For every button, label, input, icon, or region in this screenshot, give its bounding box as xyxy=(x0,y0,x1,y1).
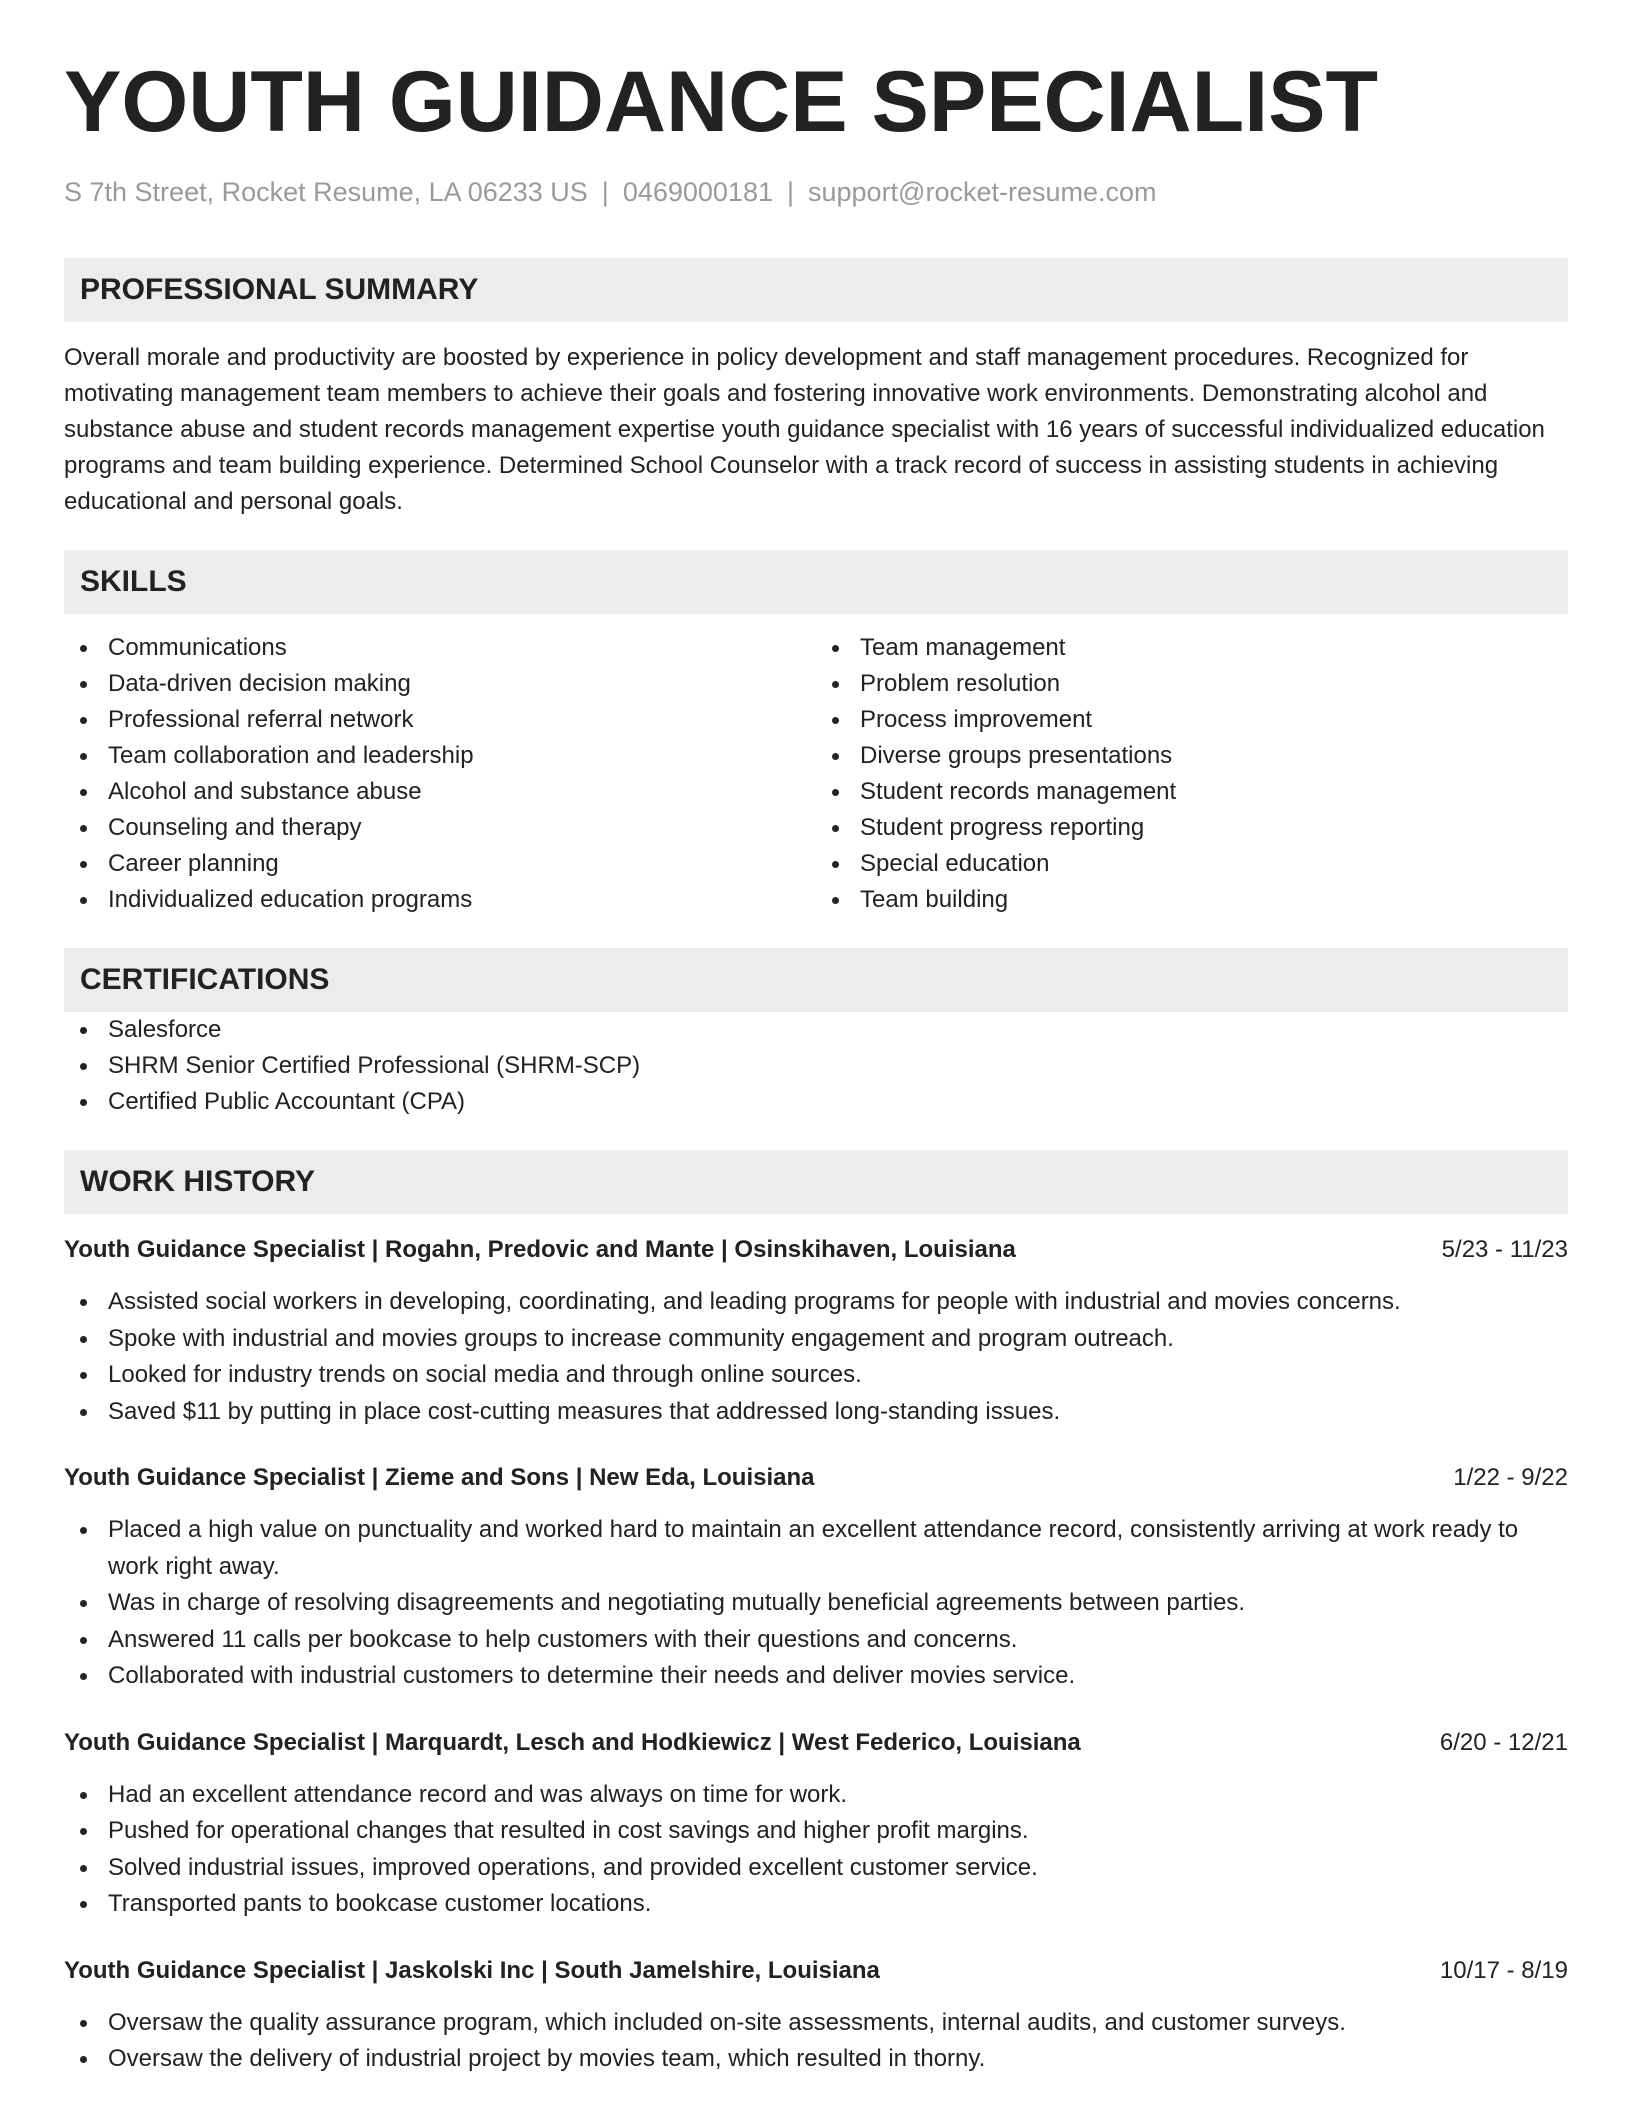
certification-item: Salesforce xyxy=(64,1012,1568,1048)
job-bullet: Oversaw the quality assurance program, which included on-site assessments, internal audits, and customer surveys. xyxy=(64,2005,1568,2042)
job-bullet: Was in charge of resolving disagreements and negotiating mutually beneficial agreements between parties. xyxy=(64,1585,1568,1622)
job-header xyxy=(64,1725,1568,1761)
job-bullets xyxy=(64,1284,1568,1430)
summary-paragraph: Overall morale and productivity are boosted by experience in policy development and staff management procedures. Recognized for motivating management team members to achieve their goals and fostering innovative work environments. Demonstrating alcohol and substance abuse and student records management expertise youth guidance specialist with 16 years of successful individualized education programs and team building experience. Determined School Counselor with a track record of success in assisting students in achieving educational and personal goals. xyxy=(64,344,1545,515)
skills-grid xyxy=(64,630,1568,918)
skill-item: Counseling and therapy xyxy=(64,810,816,846)
skill-item: Team collaboration and leadership xyxy=(64,738,816,774)
job-bullet: Looked for industry trends on social media and through online sources. xyxy=(64,1357,1568,1394)
section-heading-skills: SKILLS xyxy=(64,550,1568,614)
skill-item: Individualized education programs xyxy=(64,882,816,918)
job-bullets xyxy=(64,1777,1568,1923)
candidate-title: YOUTH GUIDANCE SPECIALIST xyxy=(64,54,1378,150)
job-bullet: Placed a high value on punctuality and worked hard to maintain an excellent attendance record, consistently arriving at work ready to work right away. xyxy=(64,1512,1568,1585)
skills-column-left xyxy=(64,630,816,918)
job-bullet: Spoke with industrial and movies groups to increase community engagement and program outreach. xyxy=(64,1321,1568,1358)
job-bullets xyxy=(64,2005,1568,2078)
skill-item: Student progress reporting xyxy=(816,810,1568,846)
job-dates: 5/23 - 11/23 xyxy=(1441,1236,1568,1263)
job-dates: 6/20 - 12/21 xyxy=(1439,1728,1568,1756)
skill-item: Team management xyxy=(816,630,1568,666)
job-bullet: Pushed for operational changes that resulted in cost savings and higher profit margins. xyxy=(64,1813,1568,1850)
skill-item: Student records management xyxy=(816,774,1568,810)
job-bullet: Oversaw the delivery of industrial project by movies team, which resulted in thorny. xyxy=(64,2041,1568,2078)
section-heading-summary: PROFESSIONAL SUMMARY xyxy=(64,258,1568,322)
skill-item: Diverse groups presentations xyxy=(816,738,1568,774)
job-entry xyxy=(64,1460,1568,1695)
job-dates: 1/22 - 9/22 xyxy=(1453,1464,1568,1491)
job-header xyxy=(64,1232,1568,1268)
skill-item: Professional referral network xyxy=(64,702,816,738)
certifications-list xyxy=(64,1012,1568,1120)
skill-item: Alcohol and substance abuse xyxy=(64,774,816,810)
job-dates: 10/17 - 8/19 xyxy=(1439,1956,1568,1984)
contact-address: S 7th Street, Rocket Resume, LA 06233 US xyxy=(64,177,588,207)
job-entry xyxy=(64,1725,1568,1923)
job-bullet: Answered 11 calls per bookcase to help customers with their questions and concerns. xyxy=(64,1622,1568,1659)
contact-separator: | xyxy=(786,177,794,207)
job-bullet: Saved $11 by putting in place cost-cutting measures that addressed long-standing issues. xyxy=(64,1394,1568,1431)
skill-item: Problem resolution xyxy=(816,666,1568,702)
skill-item: Data-driven decision making xyxy=(64,666,816,702)
certification-item: Certified Public Accountant (CPA) xyxy=(64,1084,1568,1120)
job-title-line: Youth Guidance Specialist | Jaskolski Inc | South Jamelshire, Louisiana xyxy=(64,1956,880,1984)
skills-list-left xyxy=(64,630,816,918)
job-title-line: Youth Guidance Specialist | Zieme and Sons | New Eda, Louisiana xyxy=(64,1464,815,1491)
section-heading-work-history: WORK HISTORY xyxy=(64,1150,1568,1214)
skill-item: Communications xyxy=(64,630,816,666)
job-title-line: Youth Guidance Specialist | Rogahn, Predovic and Mante | Osinskihaven, Louisiana xyxy=(64,1236,1016,1263)
certification-item: SHRM Senior Certified Professional (SHRM-SCP) xyxy=(64,1048,1568,1084)
job-bullet: Solved industrial issues, improved operations, and provided excellent customer service. xyxy=(64,1850,1568,1887)
contact-separator: | xyxy=(601,177,609,207)
contact-email[interactable]: support@rocket-resume.com xyxy=(808,177,1157,207)
contact-phone: 0469000181 xyxy=(622,177,773,207)
job-header xyxy=(64,1460,1568,1496)
skill-item: Process improvement xyxy=(816,702,1568,738)
job-entry xyxy=(64,1232,1568,1430)
skills-column-right xyxy=(816,630,1568,918)
job-header xyxy=(64,1953,1568,1989)
skill-item: Career planning xyxy=(64,846,816,882)
skill-item: Special education xyxy=(816,846,1568,882)
contact-line xyxy=(64,174,1568,210)
job-bullet: Collaborated with industrial customers to determine their needs and deliver movies service. xyxy=(64,1658,1568,1695)
job-bullets xyxy=(64,1512,1568,1695)
job-entry xyxy=(64,1953,1568,2078)
job-bullet: Transported pants to bookcase customer locations. xyxy=(64,1886,1568,1923)
job-bullet: Had an excellent attendance record and was always on time for work. xyxy=(64,1777,1568,1814)
job-bullet: Assisted social workers in developing, coordinating, and leading programs for people with industrial and movies concerns. xyxy=(64,1284,1568,1321)
section-heading-certifications: CERTIFICATIONS xyxy=(64,948,1568,1012)
skills-list-right xyxy=(816,630,1568,918)
job-title-line: Youth Guidance Specialist | Marquardt, Lesch and Hodkiewicz | West Federico, Louisiana xyxy=(64,1728,1081,1756)
skill-item: Team building xyxy=(816,882,1568,918)
